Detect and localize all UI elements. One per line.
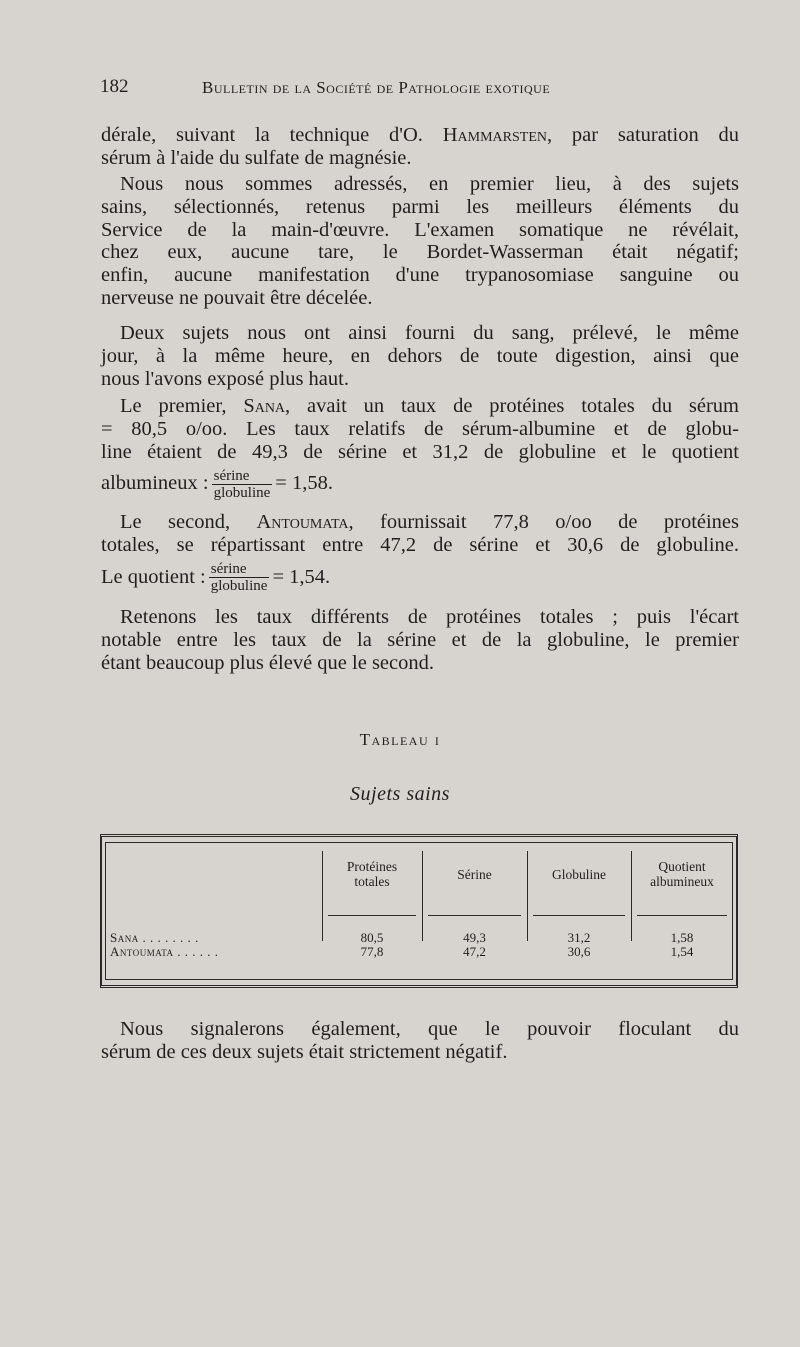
text-line: line étaient de 49,3 de sérine et 31,2 de globuline et le quotient [101, 440, 739, 463]
subject-name: Sana [243, 395, 286, 417]
author-name: Hammarsten [442, 124, 547, 146]
text-line: totales, se répartissant entre 47,2 de sérine et 30,6 de globuline. [101, 533, 739, 556]
text-line: Retenons les taux différents de protéines totales ; puis l'écart [120, 606, 739, 628]
text-line: Nous nous sommes adressés, en premier lieu, à des sujets [120, 173, 739, 195]
text-line: enfin, aucune manifestation d'une trypanosomiase sanguine ou [101, 264, 739, 287]
cell-proteines: 77,8 [360, 944, 384, 959]
text-line: étant beaucoup plus élevé que le second. [101, 651, 434, 674]
fraction-denominator: globuline [213, 485, 271, 502]
text-line: nerveuse ne pouvait être décelée. [101, 286, 373, 309]
page-header [100, 76, 740, 100]
column-header-proteines: Protéines totales [346, 859, 398, 889]
column-header-globuline: Globuline [552, 867, 606, 882]
paragraph-4 [101, 395, 739, 503]
paragraph-6 [101, 606, 739, 674]
paragraph-7 [101, 1018, 739, 1064]
column-divider [527, 851, 528, 941]
cell-serine: 49,3 [463, 930, 486, 945]
cell-globuline: 31,2 [567, 930, 591, 945]
text-line: sérum à l'aide du sulfate de magnésie. [101, 146, 412, 169]
cell-serine: 47,2 [463, 944, 486, 959]
paragraph-5 [101, 511, 739, 597]
paragraph-3 [101, 322, 739, 390]
header-rule [428, 915, 521, 916]
fraction [212, 468, 273, 501]
fraction-denominator: globuline [210, 578, 268, 595]
formula-line: Le quotient : $\frac{\text{sérine}}{\text{globuline}}$ = 1,54. [101, 561, 331, 595]
text-line: dérale, suivant la technique d'O. Hammarsten, par saturation du [101, 124, 739, 146]
table-caption: Tableau i [359, 730, 441, 749]
paragraph-2 [101, 173, 739, 310]
text-line: Deux sujets nous ont ainsi fourni du sang, prélevé, le même [120, 322, 739, 344]
formula-line: albumineux : $\frac{\text{sérine}}{\text{globuline}}$ = 1,58. [101, 468, 333, 502]
row-name-sana: Sana . . . . . . . . [110, 930, 199, 945]
table-subtitle: Sujets sains [350, 783, 450, 805]
data-table [100, 834, 738, 988]
header-rule [533, 915, 625, 916]
header-rule [328, 915, 416, 916]
text-line: Le premier, Sana, avait un taux de protéines totales du sérum [120, 395, 739, 417]
cell-quotient: 1,58 [670, 930, 694, 945]
fraction [209, 561, 270, 594]
text-line: sains, sélectionnés, retenus parmi les meilleurs éléments du [101, 195, 739, 218]
text-line: nous l'avons exposé plus haut. [101, 367, 349, 390]
cell-quotient: 1,54 [670, 944, 694, 959]
text-line: = 80,5 o/oo. Les taux relatifs de sérum-albumine et de globu- [101, 417, 739, 440]
header-rule [637, 915, 727, 916]
cell-globuline: 30,6 [567, 944, 591, 959]
text-line: Service de la main-d'œuvre. L'examen somatique ne révélait, [101, 218, 739, 241]
text-line: jour, à la même heure, en dehors de toute digestion, ainsi que [101, 344, 739, 367]
text-line: sérum de ces deux sujets était strictement négatif. [101, 1040, 508, 1063]
fraction-numerator: sérine [212, 468, 273, 485]
paragraph-1 [101, 124, 739, 170]
page-number: 182 [100, 76, 129, 97]
running-head: Bulletin de la Société de Pathologie exotique [202, 78, 551, 97]
row-name-antoumata: Antoumata . . . . . . [110, 944, 219, 959]
text-line: Nous signalerons également, que le pouvoir floculant du [120, 1018, 739, 1040]
table-inner-frame [105, 842, 733, 980]
subject-name: Antoumata [256, 511, 349, 533]
column-header-serine: Sérine [457, 867, 492, 882]
column-divider [422, 851, 423, 941]
text-line: chez eux, aucune tare, le Bordet-Wasserman était négatif; [101, 241, 739, 264]
fraction-numerator: sérine [209, 561, 270, 578]
text-line: Le second, Antoumata, fournissait 77,8 o/oo de protéines [120, 511, 740, 533]
text-line: notable entre les taux de la sérine et de la globuline, le premier [101, 628, 739, 651]
cell-proteines: 80,5 [360, 930, 384, 945]
column-header-quotient: Quotient albumineux [650, 859, 714, 889]
